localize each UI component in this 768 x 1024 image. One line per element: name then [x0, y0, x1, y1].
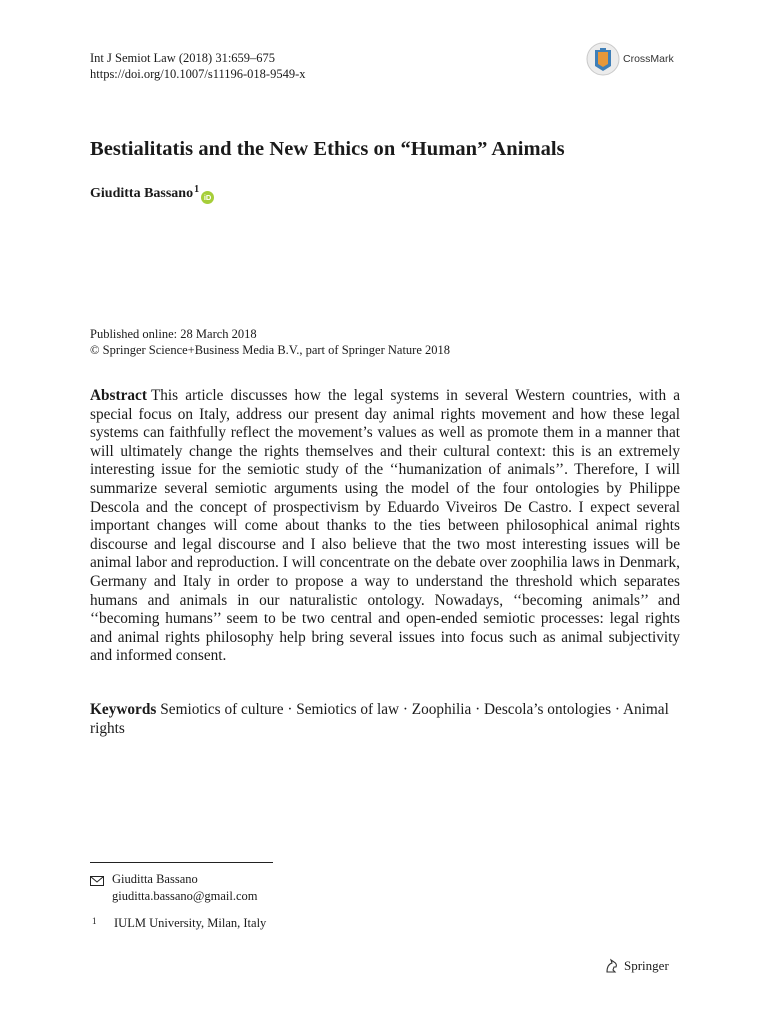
author-line [90, 186, 214, 204]
abstract [90, 387, 680, 666]
envelope-icon [90, 871, 112, 905]
affiliation [90, 915, 266, 932]
journal-line: Int J Semiot Law (2018) 31:659–675 [90, 51, 276, 65]
article-title: Bestialitatis and the New Ethics on “Human” Animals [90, 138, 565, 160]
corresponding-name: Giuditta Bassano [112, 872, 198, 886]
keywords-label: Keywords [90, 701, 157, 718]
abstract-text: This article discusses how the legal systems in several Western countries, with a special focus on Italy, address our present day animal rights movement and how these legal systems can faithfully reflect the movement’s values as well as promote them in a manner that will ultimately change the rights themselves and their cultural context: this is an extremely interesting issue for the semiotic study of the ‘‘humanization of animals’’. Therefore, I will summarize several semiotic arguments using the model of the four ontologies by Philippe Descola and the concept of prospectivism by Eduardo Viveiros De Castro. I expect several important changes will come about thanks to the ties between philosophical animal rights discourse and legal discourse and I also believe that the two most interesting issues will be animal labor and reproduction. I will concentrate on the debate over zoophilia laws in Denmark, Germany and Italy in order to propose a way to understand the threshold which separates humans and animals in our naturalistic ontology. Nowadays, ‘‘becoming animals’’ and ‘‘becoming humans’’ seem to be two central and open-ended semiotic processes: legal rights and animal rights philosophy help bring several issues into focus such as animal subjectivity and informed consent. [90, 387, 680, 665]
crossmark-icon [586, 42, 620, 76]
corresponding-email[interactable]: giuditta.bassano@gmail.com [112, 889, 258, 903]
keywords-text: Semiotics of culture · Semiotics of law · Zoophilia · Descola’s ontologies · Animal rights [90, 701, 669, 737]
affiliation-number: 1 [92, 916, 97, 926]
crossmark-badge[interactable] [586, 42, 674, 76]
doi-link[interactable]: https://doi.org/10.1007/s11196-018-9549-x [90, 67, 306, 81]
publication-info [90, 326, 450, 358]
keywords [90, 701, 680, 738]
journal-citation [90, 50, 306, 82]
copyright-line: © Springer Science+Business Media B.V., part of Springer Nature 2018 [90, 343, 451, 357]
springer-horse-icon [604, 958, 620, 974]
crossmark-label: CrossMark [623, 53, 674, 65]
author-affiliation-marker: 1 [194, 184, 200, 195]
orcid-icon[interactable]: iD [201, 191, 214, 204]
footnote-divider [90, 862, 273, 863]
affiliation-text: IULM University, Milan, Italy [114, 916, 267, 930]
author-name[interactable]: Giuditta Bassano [90, 186, 194, 201]
springer-logo [604, 958, 669, 974]
published-online: Published online: 28 March 2018 [90, 327, 257, 341]
publisher-name: Springer [624, 958, 669, 973]
abstract-label: Abstract [90, 387, 147, 404]
corresponding-author [90, 871, 258, 905]
